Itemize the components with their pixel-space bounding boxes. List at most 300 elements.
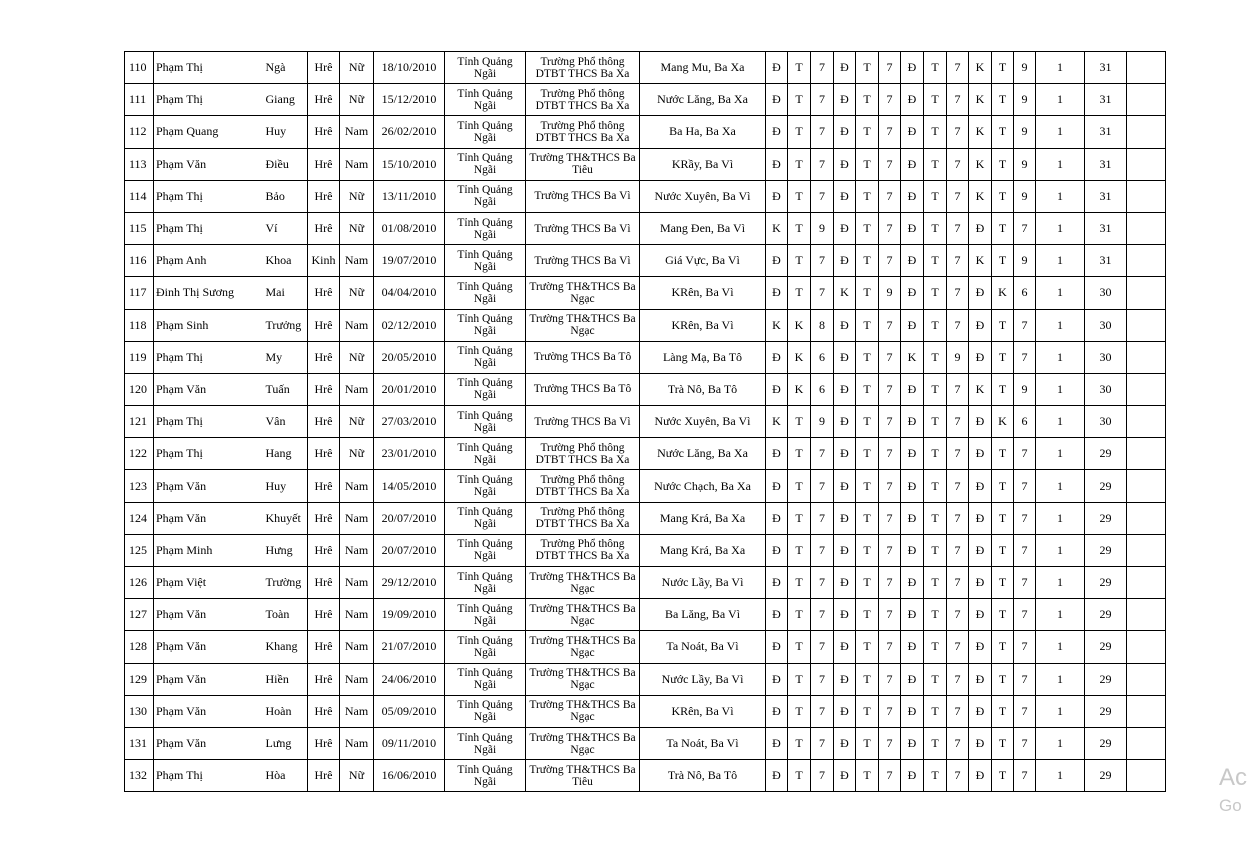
cell-row-number: 131 bbox=[125, 727, 154, 759]
cell-grade-3: Đ bbox=[901, 727, 924, 759]
cell-grade-2: Đ bbox=[834, 470, 856, 502]
cell-result-2: T bbox=[856, 406, 879, 438]
cell-address: Làng Mạ, Ba Tô bbox=[640, 341, 766, 373]
cell-result-3: T bbox=[924, 148, 947, 180]
cell-score-4: 6 bbox=[1014, 277, 1036, 309]
cell-note bbox=[1127, 406, 1166, 438]
cell-result-3: T bbox=[924, 534, 947, 566]
cell-gender: Nam bbox=[340, 309, 374, 341]
cell-grade-2: Đ bbox=[834, 695, 856, 727]
cell-score-4: 7 bbox=[1014, 212, 1036, 244]
cell-bonus: 1 bbox=[1036, 406, 1085, 438]
cell-ethnicity: Hrê bbox=[308, 52, 340, 84]
cell-birth-date: 04/04/2010 bbox=[374, 277, 445, 309]
cell-province: Tỉnh Quảng Ngãi bbox=[445, 502, 526, 534]
cell-grade-3: Đ bbox=[901, 695, 924, 727]
cell-score-2: 7 bbox=[879, 245, 901, 277]
cell-province: Tỉnh Quảng Ngãi bbox=[445, 373, 526, 405]
cell-family-name: Phạm Sinh bbox=[154, 309, 260, 341]
cell-score-1: 7 bbox=[811, 727, 834, 759]
cell-result-1: K bbox=[788, 341, 811, 373]
cell-given-name: Trưởng bbox=[260, 309, 308, 341]
cell-result-4: T bbox=[992, 341, 1014, 373]
cell-grade-3: Đ bbox=[901, 148, 924, 180]
cell-score-4: 7 bbox=[1014, 727, 1036, 759]
cell-score-2: 7 bbox=[879, 631, 901, 663]
cell-address: Mang Krá, Ba Xa bbox=[640, 502, 766, 534]
table-row bbox=[125, 502, 1166, 534]
cell-score-2: 7 bbox=[879, 406, 901, 438]
cell-bonus: 1 bbox=[1036, 148, 1085, 180]
cell-school: Trường TH&THCS Ba Tiêu bbox=[526, 760, 640, 792]
cell-province: Tỉnh Quảng Ngãi bbox=[445, 406, 526, 438]
cell-score-3: 9 bbox=[947, 341, 969, 373]
cell-total-score: 31 bbox=[1085, 148, 1127, 180]
cell-score-1: 7 bbox=[811, 277, 834, 309]
cell-total-score: 30 bbox=[1085, 341, 1127, 373]
cell-score-3: 7 bbox=[947, 406, 969, 438]
cell-score-4: 7 bbox=[1014, 663, 1036, 695]
table-row bbox=[125, 277, 1166, 309]
cell-grade-4: Đ bbox=[969, 663, 992, 695]
cell-grade-4: Đ bbox=[969, 406, 992, 438]
cell-score-3: 7 bbox=[947, 84, 969, 116]
cell-grade-4: Đ bbox=[969, 470, 992, 502]
cell-given-name: Khoa bbox=[260, 245, 308, 277]
cell-result-4: T bbox=[992, 438, 1014, 470]
cell-bonus: 1 bbox=[1036, 567, 1085, 599]
cell-total-score: 29 bbox=[1085, 438, 1127, 470]
cell-note bbox=[1127, 180, 1166, 212]
cell-row-number: 112 bbox=[125, 116, 154, 148]
cell-result-3: T bbox=[924, 470, 947, 502]
cell-birth-date: 29/12/2010 bbox=[374, 567, 445, 599]
cell-score-4: 7 bbox=[1014, 534, 1036, 566]
cell-result-1: T bbox=[788, 470, 811, 502]
cell-result-4: T bbox=[992, 470, 1014, 502]
cell-address: Ba Ha, Ba Xa bbox=[640, 116, 766, 148]
cell-gender: Nam bbox=[340, 631, 374, 663]
cell-result-2: T bbox=[856, 180, 879, 212]
cell-score-1: 7 bbox=[811, 438, 834, 470]
cell-grade-1: Đ bbox=[766, 341, 788, 373]
cell-row-number: 130 bbox=[125, 695, 154, 727]
cell-province: Tỉnh Quảng Ngãi bbox=[445, 84, 526, 116]
cell-result-1: T bbox=[788, 695, 811, 727]
cell-birth-date: 09/11/2010 bbox=[374, 727, 445, 759]
cell-score-3: 7 bbox=[947, 52, 969, 84]
cell-bonus: 1 bbox=[1036, 373, 1085, 405]
table-row bbox=[125, 663, 1166, 695]
cell-province: Tỉnh Quảng Ngãi bbox=[445, 567, 526, 599]
cell-province: Tỉnh Quảng Ngãi bbox=[445, 760, 526, 792]
cell-result-3: T bbox=[924, 631, 947, 663]
table-row bbox=[125, 470, 1166, 502]
cell-total-score: 30 bbox=[1085, 277, 1127, 309]
cell-result-1: T bbox=[788, 663, 811, 695]
cell-result-2: T bbox=[856, 470, 879, 502]
cell-result-1: T bbox=[788, 84, 811, 116]
cell-result-3: T bbox=[924, 663, 947, 695]
cell-result-2: T bbox=[856, 116, 879, 148]
cell-result-1: T bbox=[788, 727, 811, 759]
cell-grade-4: Đ bbox=[969, 599, 992, 631]
cell-given-name: Vân bbox=[260, 406, 308, 438]
cell-result-4: T bbox=[992, 84, 1014, 116]
cell-school: Trường TH&THCS Ba Ngạc bbox=[526, 309, 640, 341]
cell-score-2: 7 bbox=[879, 760, 901, 792]
cell-result-1: T bbox=[788, 502, 811, 534]
cell-address: Nước Lầy, Ba Vì bbox=[640, 663, 766, 695]
cell-province: Tỉnh Quảng Ngãi bbox=[445, 599, 526, 631]
cell-result-4: T bbox=[992, 502, 1014, 534]
cell-result-3: T bbox=[924, 695, 947, 727]
cell-gender: Nữ bbox=[340, 277, 374, 309]
cell-gender: Nam bbox=[340, 470, 374, 502]
cell-total-score: 29 bbox=[1085, 502, 1127, 534]
cell-birth-date: 14/05/2010 bbox=[374, 470, 445, 502]
cell-address: KRên, Ba Vì bbox=[640, 695, 766, 727]
cell-total-score: 31 bbox=[1085, 84, 1127, 116]
cell-result-1: T bbox=[788, 599, 811, 631]
cell-grade-4: Đ bbox=[969, 631, 992, 663]
cell-score-3: 7 bbox=[947, 695, 969, 727]
cell-province: Tỉnh Quảng Ngãi bbox=[445, 309, 526, 341]
cell-total-score: 31 bbox=[1085, 245, 1127, 277]
cell-result-2: T bbox=[856, 148, 879, 180]
cell-grade-1: Đ bbox=[766, 52, 788, 84]
cell-grade-3: Đ bbox=[901, 212, 924, 244]
cell-result-3: T bbox=[924, 599, 947, 631]
cell-gender: Nam bbox=[340, 373, 374, 405]
cell-score-1: 7 bbox=[811, 52, 834, 84]
cell-score-4: 9 bbox=[1014, 245, 1036, 277]
cell-score-4: 7 bbox=[1014, 695, 1036, 727]
cell-result-2: T bbox=[856, 599, 879, 631]
cell-note bbox=[1127, 309, 1166, 341]
cell-bonus: 1 bbox=[1036, 663, 1085, 695]
cell-province: Tỉnh Quảng Ngãi bbox=[445, 663, 526, 695]
cell-bonus: 1 bbox=[1036, 534, 1085, 566]
table-row bbox=[125, 245, 1166, 277]
cell-grade-2: Đ bbox=[834, 52, 856, 84]
cell-total-score: 31 bbox=[1085, 52, 1127, 84]
cell-score-2: 7 bbox=[879, 502, 901, 534]
cell-score-4: 7 bbox=[1014, 631, 1036, 663]
cell-school: Trường Phổ thông DTBT THCS Ba Xa bbox=[526, 502, 640, 534]
cell-score-1: 7 bbox=[811, 663, 834, 695]
cell-result-4: T bbox=[992, 727, 1014, 759]
cell-score-1: 9 bbox=[811, 406, 834, 438]
cell-given-name: Khang bbox=[260, 631, 308, 663]
cell-score-2: 7 bbox=[879, 148, 901, 180]
cell-ethnicity: Hrê bbox=[308, 116, 340, 148]
cell-score-3: 7 bbox=[947, 534, 969, 566]
cell-ethnicity: Hrê bbox=[308, 148, 340, 180]
cell-total-score: 31 bbox=[1085, 180, 1127, 212]
cell-result-4: T bbox=[992, 534, 1014, 566]
cell-result-1: T bbox=[788, 180, 811, 212]
cell-gender: Nữ bbox=[340, 180, 374, 212]
cell-result-1: T bbox=[788, 760, 811, 792]
cell-result-4: T bbox=[992, 245, 1014, 277]
cell-birth-date: 01/08/2010 bbox=[374, 212, 445, 244]
cell-result-2: T bbox=[856, 663, 879, 695]
cell-family-name: Phạm Văn bbox=[154, 373, 260, 405]
cell-grade-2: Đ bbox=[834, 631, 856, 663]
cell-grade-4: K bbox=[969, 245, 992, 277]
cell-total-score: 30 bbox=[1085, 406, 1127, 438]
cell-gender: Nữ bbox=[340, 760, 374, 792]
cell-note bbox=[1127, 567, 1166, 599]
cell-family-name: Phạm Thị bbox=[154, 760, 260, 792]
cell-school: Trường TH&THCS Ba Ngạc bbox=[526, 631, 640, 663]
cell-result-4: T bbox=[992, 760, 1014, 792]
cell-gender: Nam bbox=[340, 599, 374, 631]
cell-given-name: Hòa bbox=[260, 760, 308, 792]
cell-score-1: 8 bbox=[811, 309, 834, 341]
cell-given-name: Hoàn bbox=[260, 695, 308, 727]
cell-note bbox=[1127, 631, 1166, 663]
cell-row-number: 124 bbox=[125, 502, 154, 534]
cell-grade-4: K bbox=[969, 373, 992, 405]
cell-ethnicity: Hrê bbox=[308, 663, 340, 695]
cell-grade-3: Đ bbox=[901, 245, 924, 277]
cell-row-number: 114 bbox=[125, 180, 154, 212]
table-row bbox=[125, 695, 1166, 727]
cell-family-name: Phạm Thị bbox=[154, 52, 260, 84]
cell-province: Tỉnh Quảng Ngãi bbox=[445, 341, 526, 373]
cell-grade-3: Đ bbox=[901, 52, 924, 84]
cell-result-3: T bbox=[924, 406, 947, 438]
cell-result-1: T bbox=[788, 277, 811, 309]
table-row bbox=[125, 599, 1166, 631]
cell-note bbox=[1127, 245, 1166, 277]
cell-score-2: 7 bbox=[879, 116, 901, 148]
cell-score-4: 7 bbox=[1014, 341, 1036, 373]
cell-row-number: 111 bbox=[125, 84, 154, 116]
cell-result-3: T bbox=[924, 245, 947, 277]
cell-family-name: Phạm Anh bbox=[154, 245, 260, 277]
cell-score-1: 9 bbox=[811, 212, 834, 244]
cell-birth-date: 20/05/2010 bbox=[374, 341, 445, 373]
cell-address: Mang Đen, Ba Vì bbox=[640, 212, 766, 244]
cell-score-1: 7 bbox=[811, 534, 834, 566]
cell-result-3: T bbox=[924, 180, 947, 212]
cell-bonus: 1 bbox=[1036, 309, 1085, 341]
cell-grade-4: Đ bbox=[969, 760, 992, 792]
cell-address: Nước Lăng, Ba Xa bbox=[640, 84, 766, 116]
cell-score-3: 7 bbox=[947, 760, 969, 792]
cell-result-2: T bbox=[856, 631, 879, 663]
cell-score-3: 7 bbox=[947, 148, 969, 180]
cell-school: Trường TH&THCS Ba Ngạc bbox=[526, 663, 640, 695]
cell-result-1: T bbox=[788, 212, 811, 244]
cell-score-4: 9 bbox=[1014, 180, 1036, 212]
cell-family-name: Phạm Văn bbox=[154, 727, 260, 759]
cell-grade-2: Đ bbox=[834, 84, 856, 116]
cell-note bbox=[1127, 695, 1166, 727]
cell-grade-2: K bbox=[834, 277, 856, 309]
cell-grade-4: Đ bbox=[969, 502, 992, 534]
cell-note bbox=[1127, 727, 1166, 759]
cell-ethnicity: Hrê bbox=[308, 309, 340, 341]
cell-given-name: Huy bbox=[260, 470, 308, 502]
cell-birth-date: 02/12/2010 bbox=[374, 309, 445, 341]
cell-family-name: Phạm Văn bbox=[154, 695, 260, 727]
cell-total-score: 29 bbox=[1085, 760, 1127, 792]
cell-score-4: 7 bbox=[1014, 760, 1036, 792]
cell-result-1: T bbox=[788, 631, 811, 663]
cell-total-score: 31 bbox=[1085, 116, 1127, 148]
cell-gender: Nam bbox=[340, 567, 374, 599]
cell-bonus: 1 bbox=[1036, 727, 1085, 759]
cell-given-name: Hưng bbox=[260, 534, 308, 566]
cell-grade-3: Đ bbox=[901, 502, 924, 534]
table-row bbox=[125, 534, 1166, 566]
cell-score-2: 7 bbox=[879, 341, 901, 373]
cell-grade-1: Đ bbox=[766, 760, 788, 792]
cell-given-name: Ví bbox=[260, 212, 308, 244]
cell-gender: Nam bbox=[340, 534, 374, 566]
cell-note bbox=[1127, 534, 1166, 566]
cell-result-4: K bbox=[992, 406, 1014, 438]
cell-address: Nước Chạch, Ba Xa bbox=[640, 470, 766, 502]
cell-score-2: 7 bbox=[879, 84, 901, 116]
cell-grade-1: Đ bbox=[766, 695, 788, 727]
cell-result-4: T bbox=[992, 695, 1014, 727]
cell-school: Trường TH&THCS Ba Ngạc bbox=[526, 727, 640, 759]
cell-grade-2: Đ bbox=[834, 148, 856, 180]
cell-note bbox=[1127, 148, 1166, 180]
cell-grade-2: Đ bbox=[834, 438, 856, 470]
cell-score-1: 7 bbox=[811, 631, 834, 663]
cell-result-4: T bbox=[992, 52, 1014, 84]
cell-result-1: K bbox=[788, 373, 811, 405]
cell-row-number: 126 bbox=[125, 567, 154, 599]
cell-grade-2: Đ bbox=[834, 406, 856, 438]
table-row bbox=[125, 148, 1166, 180]
cell-given-name: Toàn bbox=[260, 599, 308, 631]
cell-address: Ba Lăng, Ba Vì bbox=[640, 599, 766, 631]
cell-province: Tỉnh Quảng Ngãi bbox=[445, 277, 526, 309]
cell-grade-2: Đ bbox=[834, 245, 856, 277]
cell-score-2: 7 bbox=[879, 212, 901, 244]
cell-score-2: 9 bbox=[879, 277, 901, 309]
cell-ethnicity: Hrê bbox=[308, 438, 340, 470]
cell-ethnicity: Kinh bbox=[308, 245, 340, 277]
cell-grade-4: K bbox=[969, 116, 992, 148]
cell-grade-4: Đ bbox=[969, 567, 992, 599]
cell-score-4: 7 bbox=[1014, 567, 1036, 599]
cell-row-number: 121 bbox=[125, 406, 154, 438]
cell-result-4: T bbox=[992, 148, 1014, 180]
cell-ethnicity: Hrê bbox=[308, 406, 340, 438]
cell-grade-2: Đ bbox=[834, 727, 856, 759]
cell-grade-1: Đ bbox=[766, 567, 788, 599]
cell-score-4: 9 bbox=[1014, 116, 1036, 148]
cell-bonus: 1 bbox=[1036, 245, 1085, 277]
cell-family-name: Phạm Văn bbox=[154, 470, 260, 502]
cell-address: Mang Krá, Ba Xa bbox=[640, 534, 766, 566]
cell-result-2: T bbox=[856, 695, 879, 727]
cell-family-name: Phạm Văn bbox=[154, 631, 260, 663]
cell-school: Trường THCS Ba Vì bbox=[526, 245, 640, 277]
cell-birth-date: 19/09/2010 bbox=[374, 599, 445, 631]
cell-gender: Nam bbox=[340, 663, 374, 695]
cell-score-1: 7 bbox=[811, 502, 834, 534]
cell-total-score: 29 bbox=[1085, 695, 1127, 727]
cell-province: Tỉnh Quảng Ngãi bbox=[445, 631, 526, 663]
cell-gender: Nữ bbox=[340, 406, 374, 438]
cell-grade-2: Đ bbox=[834, 116, 856, 148]
cell-grade-2: Đ bbox=[834, 599, 856, 631]
cell-result-3: T bbox=[924, 277, 947, 309]
cell-grade-1: Đ bbox=[766, 663, 788, 695]
cell-birth-date: 13/11/2010 bbox=[374, 180, 445, 212]
cell-note bbox=[1127, 438, 1166, 470]
cell-result-1: T bbox=[788, 438, 811, 470]
cell-row-number: 128 bbox=[125, 631, 154, 663]
cell-birth-date: 20/07/2010 bbox=[374, 502, 445, 534]
cell-grade-2: Đ bbox=[834, 663, 856, 695]
cell-grade-3: Đ bbox=[901, 534, 924, 566]
cell-result-4: T bbox=[992, 116, 1014, 148]
cell-result-3: T bbox=[924, 84, 947, 116]
cell-score-2: 7 bbox=[879, 373, 901, 405]
cell-ethnicity: Hrê bbox=[308, 277, 340, 309]
cell-row-number: 113 bbox=[125, 148, 154, 180]
cell-score-4: 9 bbox=[1014, 52, 1036, 84]
cell-grade-1: Đ bbox=[766, 631, 788, 663]
table-row bbox=[125, 438, 1166, 470]
cell-grade-1: Đ bbox=[766, 84, 788, 116]
cell-grade-4: Đ bbox=[969, 438, 992, 470]
cell-note bbox=[1127, 373, 1166, 405]
cell-family-name: Phạm Quang bbox=[154, 116, 260, 148]
activation-watermark-line1: Ac bbox=[1219, 764, 1247, 791]
cell-ethnicity: Hrê bbox=[308, 727, 340, 759]
cell-birth-date: 23/01/2010 bbox=[374, 438, 445, 470]
cell-ethnicity: Hrê bbox=[308, 631, 340, 663]
cell-address: Trà Nô, Ba Tô bbox=[640, 760, 766, 792]
cell-result-2: T bbox=[856, 84, 879, 116]
cell-note bbox=[1127, 663, 1166, 695]
cell-school: Trường TH&THCS Ba Ngạc bbox=[526, 567, 640, 599]
cell-result-1: T bbox=[788, 116, 811, 148]
cell-score-3: 7 bbox=[947, 470, 969, 502]
cell-score-4: 9 bbox=[1014, 373, 1036, 405]
cell-grade-3: Đ bbox=[901, 760, 924, 792]
cell-grade-4: Đ bbox=[969, 534, 992, 566]
cell-score-4: 7 bbox=[1014, 309, 1036, 341]
cell-grade-1: K bbox=[766, 212, 788, 244]
cell-row-number: 110 bbox=[125, 52, 154, 84]
cell-birth-date: 19/07/2010 bbox=[374, 245, 445, 277]
cell-result-3: T bbox=[924, 309, 947, 341]
cell-total-score: 29 bbox=[1085, 534, 1127, 566]
cell-province: Tỉnh Quảng Ngãi bbox=[445, 148, 526, 180]
cell-score-2: 7 bbox=[879, 470, 901, 502]
cell-given-name: Hang bbox=[260, 438, 308, 470]
cell-score-3: 7 bbox=[947, 212, 969, 244]
cell-score-3: 7 bbox=[947, 502, 969, 534]
cell-grade-4: Đ bbox=[969, 727, 992, 759]
cell-ethnicity: Hrê bbox=[308, 84, 340, 116]
cell-result-3: T bbox=[924, 373, 947, 405]
cell-note bbox=[1127, 212, 1166, 244]
cell-result-1: T bbox=[788, 245, 811, 277]
